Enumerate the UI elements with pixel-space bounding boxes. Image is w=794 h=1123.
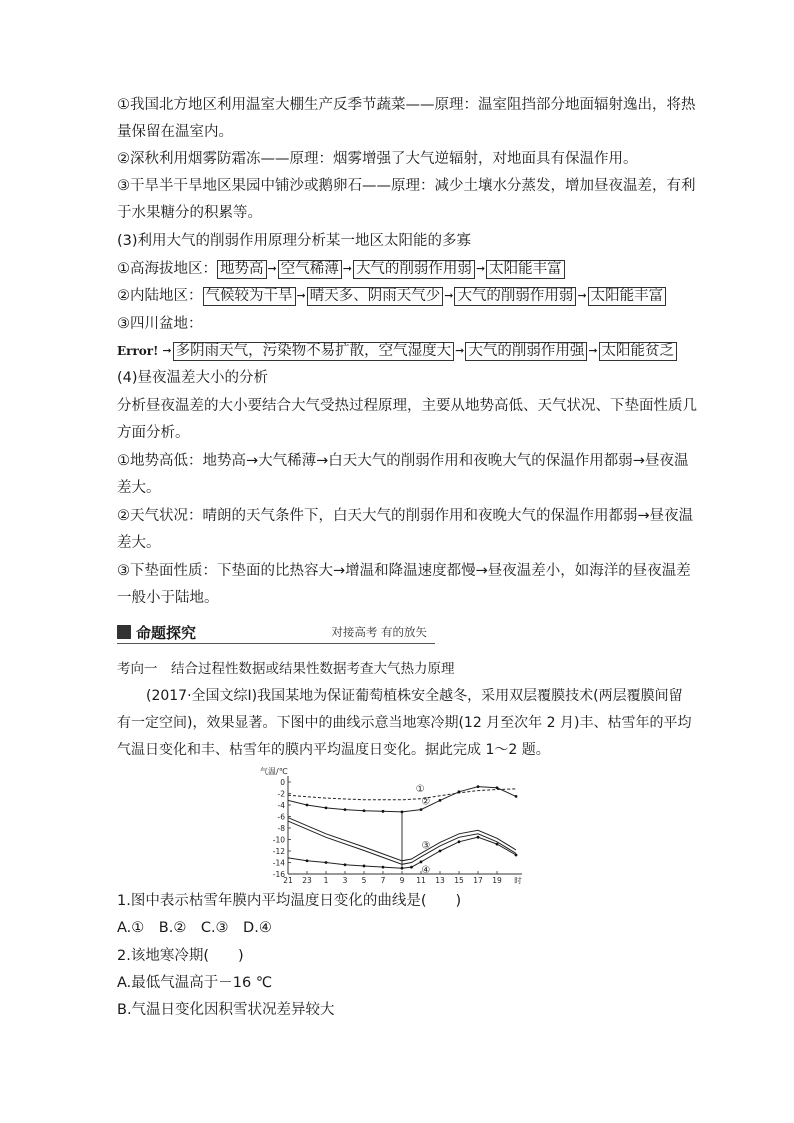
data-point [515, 854, 518, 857]
y-tick-label: -4 [277, 801, 285, 810]
data-point [458, 840, 461, 843]
x-axis-unit: 时 [514, 876, 522, 885]
y-axis-label: 气温/℃ [260, 767, 288, 776]
y-tick-label: 0 [280, 778, 285, 787]
question-intro-cont: 有一定空间)，效果显著。下图中的曲线示意当地寒冷期(12 月至次年 2 月)丰、枯雪年的平均 [117, 715, 692, 731]
chain-box: 空气稀薄 [278, 260, 342, 279]
section-subtitle: 对接高考 有的放矢 [331, 625, 427, 639]
series-label: ③ [421, 840, 431, 852]
paragraph-greenhouse-cont: 量保留在温室内。 [117, 124, 233, 140]
data-point [477, 836, 480, 839]
section-title: 命题探究 [136, 624, 197, 642]
x-tick-label: 19 [492, 876, 502, 885]
chain-sichuan [117, 341, 677, 361]
data-point [410, 866, 413, 869]
paragraph-surface: ③下垫面性质：下垫面的比热容大→增温和降温速度都慢→昼夜温差小，如海洋的昼夜温差 [117, 563, 691, 579]
question-2-option-a: A.最低气温高于－16 ℃ [117, 975, 273, 991]
chain-box: 大气的削弱作用强 [465, 342, 587, 361]
chain-box: 地势高 [217, 260, 267, 279]
question-2: 2.该地寒冷期( ) [117, 948, 244, 964]
chain-box: 气候较为干旱 [203, 287, 296, 306]
data-point [363, 865, 366, 868]
chain-box: 太阳能贫乏 [599, 342, 678, 361]
data-point [496, 786, 499, 789]
x-tick-label: 17 [473, 876, 483, 885]
x-tick-label: 3 [342, 876, 348, 885]
arrow-right-icon: ➞ [342, 262, 352, 275]
question-1: 1.图中表示枯雪年膜内平均温度日变化的曲线是( ) [117, 893, 462, 909]
x-tick-label: 15 [454, 876, 464, 885]
x-tick-label: 23 [302, 876, 312, 885]
x-tick-label: 13 [435, 876, 445, 885]
arrow-right-icon: ➞ [267, 262, 277, 275]
data-point [515, 795, 518, 798]
chain-box: 多阴雨天气，污染物不易扩散，空气湿度大 [173, 342, 455, 361]
data-point [401, 811, 404, 814]
data-point [401, 867, 404, 870]
paragraph-weather: ②天气状况：晴朗的天气条件下，白天大气的削弱作用和夜晚大气的保温作用都弱→昼夜温 [117, 508, 694, 524]
series-line-2 [288, 787, 516, 812]
x-tick-label: 21 [283, 876, 293, 885]
data-point [439, 799, 442, 802]
paragraph-greenhouse: ①我国北方地区利用温室大棚生产反季节蔬菜——原理：温室阻挡部分地面辐射逸出，将热 [117, 97, 696, 113]
x-tick-label: 5 [361, 876, 367, 885]
section-square-icon [117, 625, 131, 639]
arrow-right-icon: ➞ [296, 289, 306, 302]
paragraph-surface-cont: 一般小于陆地。 [117, 590, 219, 606]
chain-box: 太阳能丰富 [588, 287, 667, 306]
arrow-right-icon: ➞ [455, 344, 465, 357]
x-tick-label: 11 [416, 876, 426, 885]
data-point [496, 843, 499, 846]
question-heading: 考向一 结合过程性数据或结果性数据考查大气热力原理 [117, 661, 455, 677]
chain-box: 晴天多、阴雨天气少 [307, 287, 444, 306]
chain-box: 大气的削弱作用弱 [454, 287, 576, 306]
question-2-option-b: B.气温日变化因积雪状况差异较大 [117, 1002, 335, 1018]
arrow-right-icon: ➞ [444, 289, 454, 302]
question-intro-end: 气温日变化和丰、枯雪年的膜内平均温度日变化。据此完成 1～2 题。 [117, 742, 550, 758]
y-tick-label: -8 [277, 824, 285, 833]
y-tick-label: -12 [272, 847, 285, 856]
error-text: Error! [117, 344, 159, 358]
data-point [420, 808, 423, 811]
chain-box: 大气的削弱作用弱 [353, 260, 475, 279]
chain-label: ②内陆地区： [117, 288, 203, 304]
section-divider [117, 643, 435, 644]
data-point [439, 850, 442, 853]
arrow-right-icon: ➞ [475, 262, 486, 275]
chain-inland [117, 286, 666, 306]
series-line-1 [288, 789, 516, 800]
data-point [325, 861, 328, 864]
paragraph-smoke: ②深秋利用烟雾防霜冻——原理：烟雾增强了大气逆辐射，对地面具有保温作用。 [117, 151, 638, 167]
arrow-right-icon: ➞ [162, 344, 172, 357]
sichuan-label: ③四川盆地： [117, 316, 203, 332]
y-tick-label: -10 [272, 835, 285, 845]
y-tick-label: -6 [277, 812, 285, 822]
heading-solar-energy: (3)利用大气的削弱作用原理分析某一地区太阳能的多寡 [117, 233, 472, 249]
data-point [306, 859, 309, 862]
data-point [382, 810, 385, 813]
paragraph-analysis-cont: 方面分析。 [117, 425, 190, 441]
question-1-options: A.① B.② C.③ D.④ [117, 920, 272, 936]
x-tick-label: 7 [380, 876, 386, 885]
data-point [363, 809, 366, 812]
paragraph-sand: ③干旱半干旱地区果园中铺沙或鹅卵石——原理：减少土壤水分蒸发，增加昼夜温差，有利 [117, 178, 696, 194]
y-tick-label: -16 [272, 870, 285, 879]
data-point [382, 866, 385, 869]
x-tick-label: 1 [323, 876, 329, 885]
data-point [325, 806, 328, 809]
paragraph-terrain-cont: 差大。 [117, 480, 161, 496]
question-intro: (2017·全国文综Ⅰ)我国某地为保证葡萄植株安全越冬，采用双层覆膜技术(两层覆膜间留 [146, 688, 683, 704]
arrow-right-icon: ➞ [588, 344, 598, 357]
y-tick-label: -2 [277, 789, 285, 799]
paragraph-weather-cont: 差大。 [117, 535, 161, 551]
y-tick-label: -14 [272, 858, 285, 868]
data-point [344, 863, 347, 866]
chain-high-altitude [117, 259, 565, 279]
data-point [306, 804, 309, 807]
chart-svg [258, 764, 528, 888]
temperature-chart [258, 764, 528, 888]
data-point [458, 790, 461, 793]
data-point [344, 808, 347, 811]
series-label: ① [415, 783, 425, 795]
data-point [420, 861, 423, 864]
heading-temperature-range: (4)昼夜温差大小的分析 [117, 370, 269, 386]
chain-box: 太阳能丰富 [486, 260, 565, 279]
paragraph-sand-cont: 于水果糖分的积累等。 [117, 205, 262, 221]
arrow-right-icon: ➞ [577, 289, 587, 302]
x-tick-label: 9 [399, 876, 405, 885]
chain-label: ①高海拔地区： [117, 261, 217, 277]
data-point [477, 785, 480, 788]
series-label: ② [421, 796, 431, 808]
paragraph-terrain: ①地势高低：地势高→大气稀薄→白天大气的削弱作用和夜晚大气的保温作用都弱→昼夜温 [117, 453, 689, 469]
series-label: ④ [421, 864, 431, 876]
paragraph-analysis: 分析昼夜温差的大小要结合大气受热过程原理，主要从地势高低、天气状况、下垫面性质几 [117, 398, 697, 414]
section-header [117, 622, 435, 642]
